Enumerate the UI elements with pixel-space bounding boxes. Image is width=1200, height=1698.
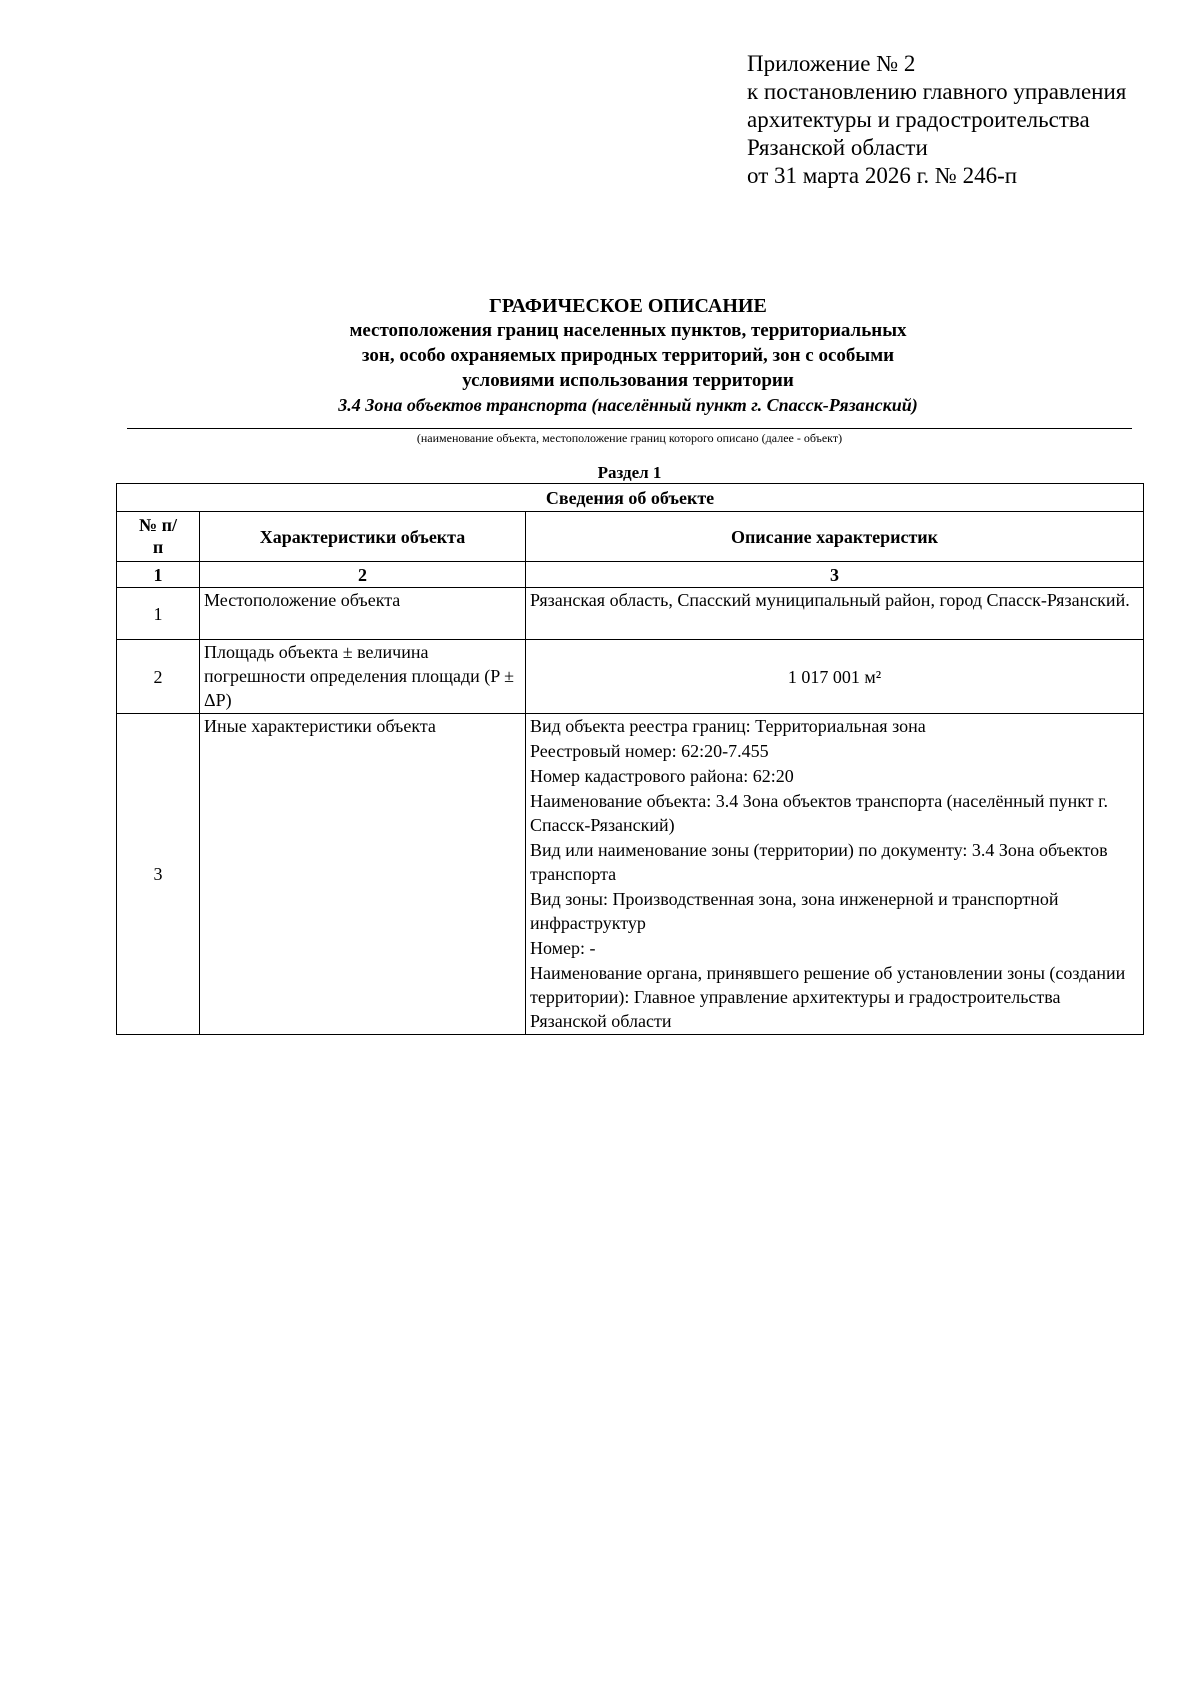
appendix-line: к постановлению главного управления (747, 79, 1127, 104)
description-line: Наименование объекта: 3.4 Зона объектов транспорта (населённый пункт г. Спасск-Рязанский) (530, 791, 1108, 835)
object-info-table (116, 483, 1144, 1035)
document-title: ГРАФИЧЕСКОЕ ОПИСАНИЕ (489, 295, 767, 317)
object-name: 3.4 Зона объектов транспорта (населённый пункт г. Спасск-Рязанский) (338, 395, 918, 415)
appendix-line: Рязанской области (747, 135, 928, 160)
description-line: Номер: - (530, 938, 596, 958)
column-number: 3 (526, 562, 1144, 588)
header-description: Описание характеристик (526, 512, 1144, 562)
table-title: Сведения об объекте (117, 484, 1144, 512)
row-number: 3 (117, 714, 200, 1035)
column-number: 1 (117, 562, 200, 588)
description-line: Номер кадастрового района: 62:20 (530, 766, 794, 786)
appendix-line: Приложение № 2 (747, 51, 916, 76)
appendix-line: архитектуры и градостроительства (747, 107, 1090, 132)
document-subtitle-line: местоположения границ населенных пунктов, территориальных (349, 320, 907, 341)
document-subtitle-line: условиями использования территории (462, 370, 794, 391)
description-line: Реестровый номер: 62:20-7.455 (530, 741, 769, 761)
appendix-line: от 31 марта 2026 г. № 246-п (747, 163, 1018, 188)
description-line: Вид или наименование зоны (территории) по документу: 3.4 Зона объектов транспорта (530, 840, 1108, 884)
column-number: 2 (200, 562, 526, 588)
description-line: Вид объекта реестра границ: Территориальная зона (530, 716, 926, 736)
header-num-text: № п/п (139, 515, 177, 557)
row-description: 1 017 001 м² (526, 640, 1144, 714)
row-number: 2 (117, 640, 200, 714)
row-characteristic: Иные характеристики объекта (200, 714, 526, 1035)
section-label: Раздел 1 (597, 463, 662, 482)
description-line: Наименование органа, принявшего решение об установлении зоны (создании территории): Главное управление архитектуры и градостроительства Рязанской области (530, 963, 1126, 1031)
table-row (117, 640, 1144, 714)
row-description (526, 714, 1144, 1035)
object-name-underline (127, 428, 1132, 429)
table-row (117, 714, 1144, 1035)
appendix-block (747, 50, 1187, 190)
header-characteristics: Характеристики объекта (200, 512, 526, 562)
description-line: Вид зоны: Производственная зона, зона инженерной и транспортной инфраструктур (530, 889, 1059, 933)
table-row (117, 588, 1144, 640)
object-name-caption: (наименование объекта, местоположение границ которого описано (далее - объект) (416, 431, 843, 445)
document-titles (128, 294, 1128, 417)
row-description: Рязанская область, Спасский муниципальный район, город Спасск-Рязанский. (526, 588, 1144, 640)
header-num (117, 512, 200, 562)
row-number: 1 (117, 588, 200, 640)
row-characteristic: Местоположение объекта (200, 588, 526, 640)
row-characteristic: Площадь объекта ± величина погрешности определения площади (P ± ΔP) (200, 640, 526, 714)
document-subtitle-line: зон, особо охраняемых природных территорий, зон с особыми (361, 345, 895, 366)
